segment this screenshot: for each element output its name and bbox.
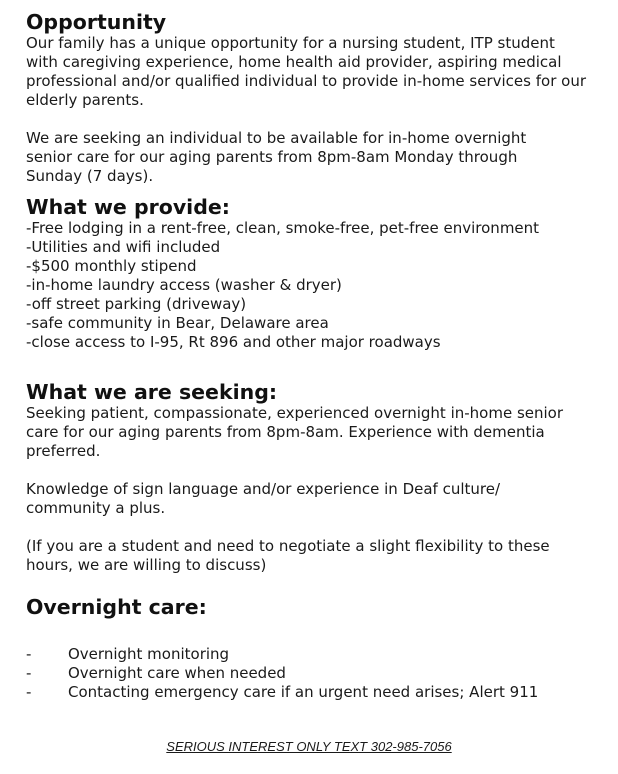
- seeking-paragraph-3: (If you are a student and need to negotiate a slight flexibility to these hours, we are willing to discuss): [26, 537, 550, 574]
- heading-overnight-care: Overnight care:: [26, 595, 207, 619]
- bullet-dash: -: [26, 645, 32, 663]
- heading-what-we-provide: What we provide:: [26, 195, 230, 219]
- list-item: [26, 645, 606, 664]
- spacer: [26, 110, 606, 129]
- footer: [0, 736, 618, 755]
- care-item-label: Overnight monitoring: [68, 645, 230, 663]
- provide-item: -Utilities and wifi included: [26, 238, 221, 256]
- contact-footer-text: SERIOUS INTEREST ONLY TEXT 302-985-7056: [166, 739, 452, 754]
- overnight-care-list: [26, 645, 606, 702]
- provide-item: -in-home laundry access (washer & dryer): [26, 276, 342, 294]
- provide-item: -off street parking (driveway): [26, 295, 247, 313]
- spacer: [26, 461, 606, 480]
- list-item: [26, 683, 606, 702]
- document-body: [26, 10, 606, 702]
- seeking-paragraph-1: Seeking patient, compassionate, experienced overnight in-home senior care for our aging parents from 8pm-8am. Experience with dementia preferred.: [26, 404, 564, 460]
- provide-item: -safe community in Bear, Delaware area: [26, 314, 329, 332]
- provide-list: [26, 219, 606, 352]
- spacer: [26, 518, 606, 537]
- heading-opportunity: Opportunity: [26, 10, 167, 34]
- provide-item: -close access to I-95, Rt 896 and other major roadways: [26, 333, 441, 351]
- seeking-paragraph-2: Knowledge of sign language and/or experience in Deaf culture/ community a plus.: [26, 480, 501, 517]
- opportunity-paragraph-2: We are seeking an individual to be available for in-home overnight senior care for our aging parents from 8pm-8am Monday through Sunday (7 days).: [26, 129, 527, 185]
- bullet-dash: -: [26, 664, 32, 682]
- provide-item: -Free lodging in a rent-free, clean, smoke-free, pet-free environment: [26, 219, 540, 237]
- care-item-label: Contacting emergency care if an urgent need arises; Alert 911: [68, 683, 539, 701]
- care-item-label: Overnight care when needed: [68, 664, 286, 682]
- heading-what-we-are-seeking: What we are seeking:: [26, 380, 278, 404]
- provide-item: -$500 monthly stipend: [26, 257, 197, 275]
- opportunity-paragraph-1: Our family has a unique opportunity for a nursing student, ITP student with caregiving experience, home health aid provider, aspiring medical professional and/or qualified individual to provide in-home services for our elderly parents.: [26, 34, 586, 109]
- bullet-dash: -: [26, 683, 32, 701]
- list-item: [26, 664, 606, 683]
